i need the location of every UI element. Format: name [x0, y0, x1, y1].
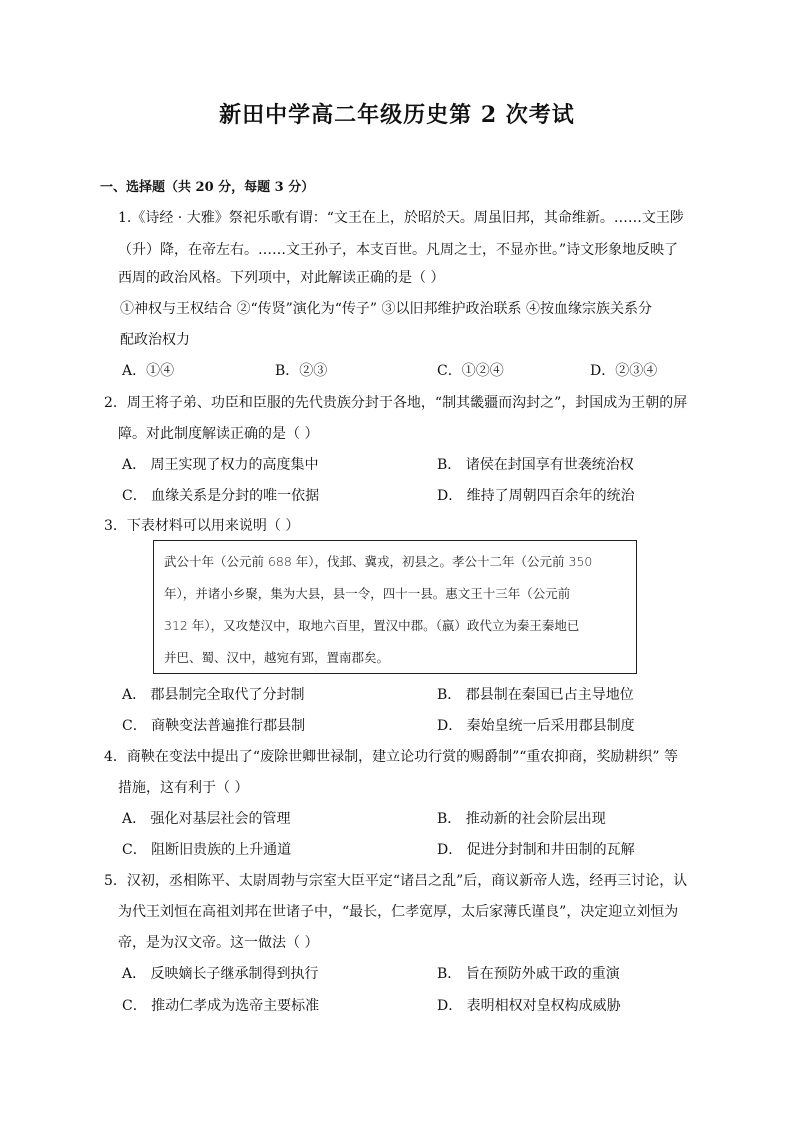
q1-option-b: B．②③: [275, 363, 328, 379]
q5-line-2: 为代王刘恒在高祖刘邦在世诸子中，“最长，仁孝宽厚，太后家薄氏谨良”，决定迎立刘恒为: [118, 904, 679, 920]
q2-option-a: A． 周王实现了权力的高度集中: [122, 457, 319, 473]
q5-option-b: B． 旨在预防外戚干政的重演: [437, 966, 620, 982]
page-title: 新田中学高二年级历史第 2 次考试: [219, 102, 575, 128]
q3-material-line-4: 并巴、蜀、汉中，越宛有郢，置南郡矣。: [164, 650, 390, 665]
q3-option-b: B． 郡县制在秦国已占主导地位: [437, 687, 634, 703]
q1-line-2: （升）降，在帝左右。……文王孙子，本支百世。凡周之士，不显亦世。”诗文形象地反映了: [118, 242, 679, 258]
q3-option-d: D． 秦始皇统一后采用郡县制度: [437, 718, 635, 734]
section-heading: 一、选择题（共 20 分，每题 3 分）: [100, 180, 315, 195]
q2-option-c: C． 血缘关系是分封的唯一依据: [122, 488, 320, 504]
q4-option-a: A． 强化对基层社会的管理: [122, 811, 291, 827]
q5-option-d: D． 表明相权对皇权构成威胁: [437, 998, 621, 1014]
q3-material-box: [153, 540, 637, 674]
q4-option-b: B． 推动新的社会阶层出现: [437, 811, 606, 827]
q3-option-a: A． 郡县制完全取代了分封制: [122, 687, 305, 703]
q3-option-c: C． 商鞅变法普遍推行郡县制: [122, 718, 306, 734]
q3-material-line-3: 312 年），又攻楚汉中，取地六百里，置汉中郡。（嬴）政代立为秦王秦地已: [164, 618, 580, 633]
q5-option-c: C． 推动仁孝成为选帝主要标准: [122, 998, 320, 1014]
q1-option-a: A．①④: [122, 363, 175, 379]
q3-material-line-2: 年），并诸小乡聚，集为大县，县一令，四十一县。惠文王十三年（公元前: [164, 586, 571, 601]
q1-option-c: C．①②④: [437, 363, 504, 379]
q3-line-1: 3．下表材料可以用来说明（ ）: [104, 518, 300, 534]
q2-line-1: 2．周王将子弟、功臣和臣服的先代贵族分封于各地，“制其畿疆而沟封之”，封国成为王朝的屏: [104, 395, 688, 411]
q4-option-d: D． 促进分封制和井田制的瓦解: [437, 842, 635, 858]
q5-line-1: 5．汉初，丞相陈平、太尉周勃与宗室大臣平定“诸吕之乱”后，商议新帝人选，经再三讨论，认: [104, 873, 688, 889]
q1-line-3: 西周的政治风格。下列项中，对此解读正确的是（ ）: [118, 270, 445, 286]
q3-material-line-1: 武公十年（公元前 688 年），伐邽、冀戎，初县之。孝公十二年（公元前 350: [164, 554, 593, 569]
q5-line-3: 帝，是为汉文帝。这一做法（ ）: [118, 935, 319, 951]
q5-option-a: A． 反映嫡长子继承制得到执行: [122, 966, 319, 982]
q1-line-5: 配政治权力: [120, 332, 190, 348]
q1-line-1: 1.《诗经 · 大雅》祭祀乐歌有谓：“文王在上，於昭於天。周虽旧邦，其命维新。……文王陟: [118, 210, 684, 226]
q4-line-2: 措施，这有利于（ ）: [118, 780, 249, 796]
q1-option-d: D．②③④: [590, 363, 658, 379]
q4-option-c: C． 阻断旧贵族的上升通道: [122, 842, 292, 858]
q2-line-2: 障。对此制度解读正确的是（ ）: [118, 426, 319, 442]
q1-line-4: ①神权与王权结合 ②“传贤”演化为“传子” ③以旧邦维护政治联系 ④按血缘宗族关系分: [120, 301, 652, 317]
q4-line-1: 4．商鞅在变法中提出了“废除世卿世禄制，建立论功行赏的赐爵制”“重农抑商，奖励耕织” 等: [104, 749, 678, 765]
q2-option-d: D． 维持了周朝四百余年的统治: [437, 488, 635, 504]
q2-option-b: B． 诸侯在封国享有世袭统治权: [437, 457, 634, 473]
